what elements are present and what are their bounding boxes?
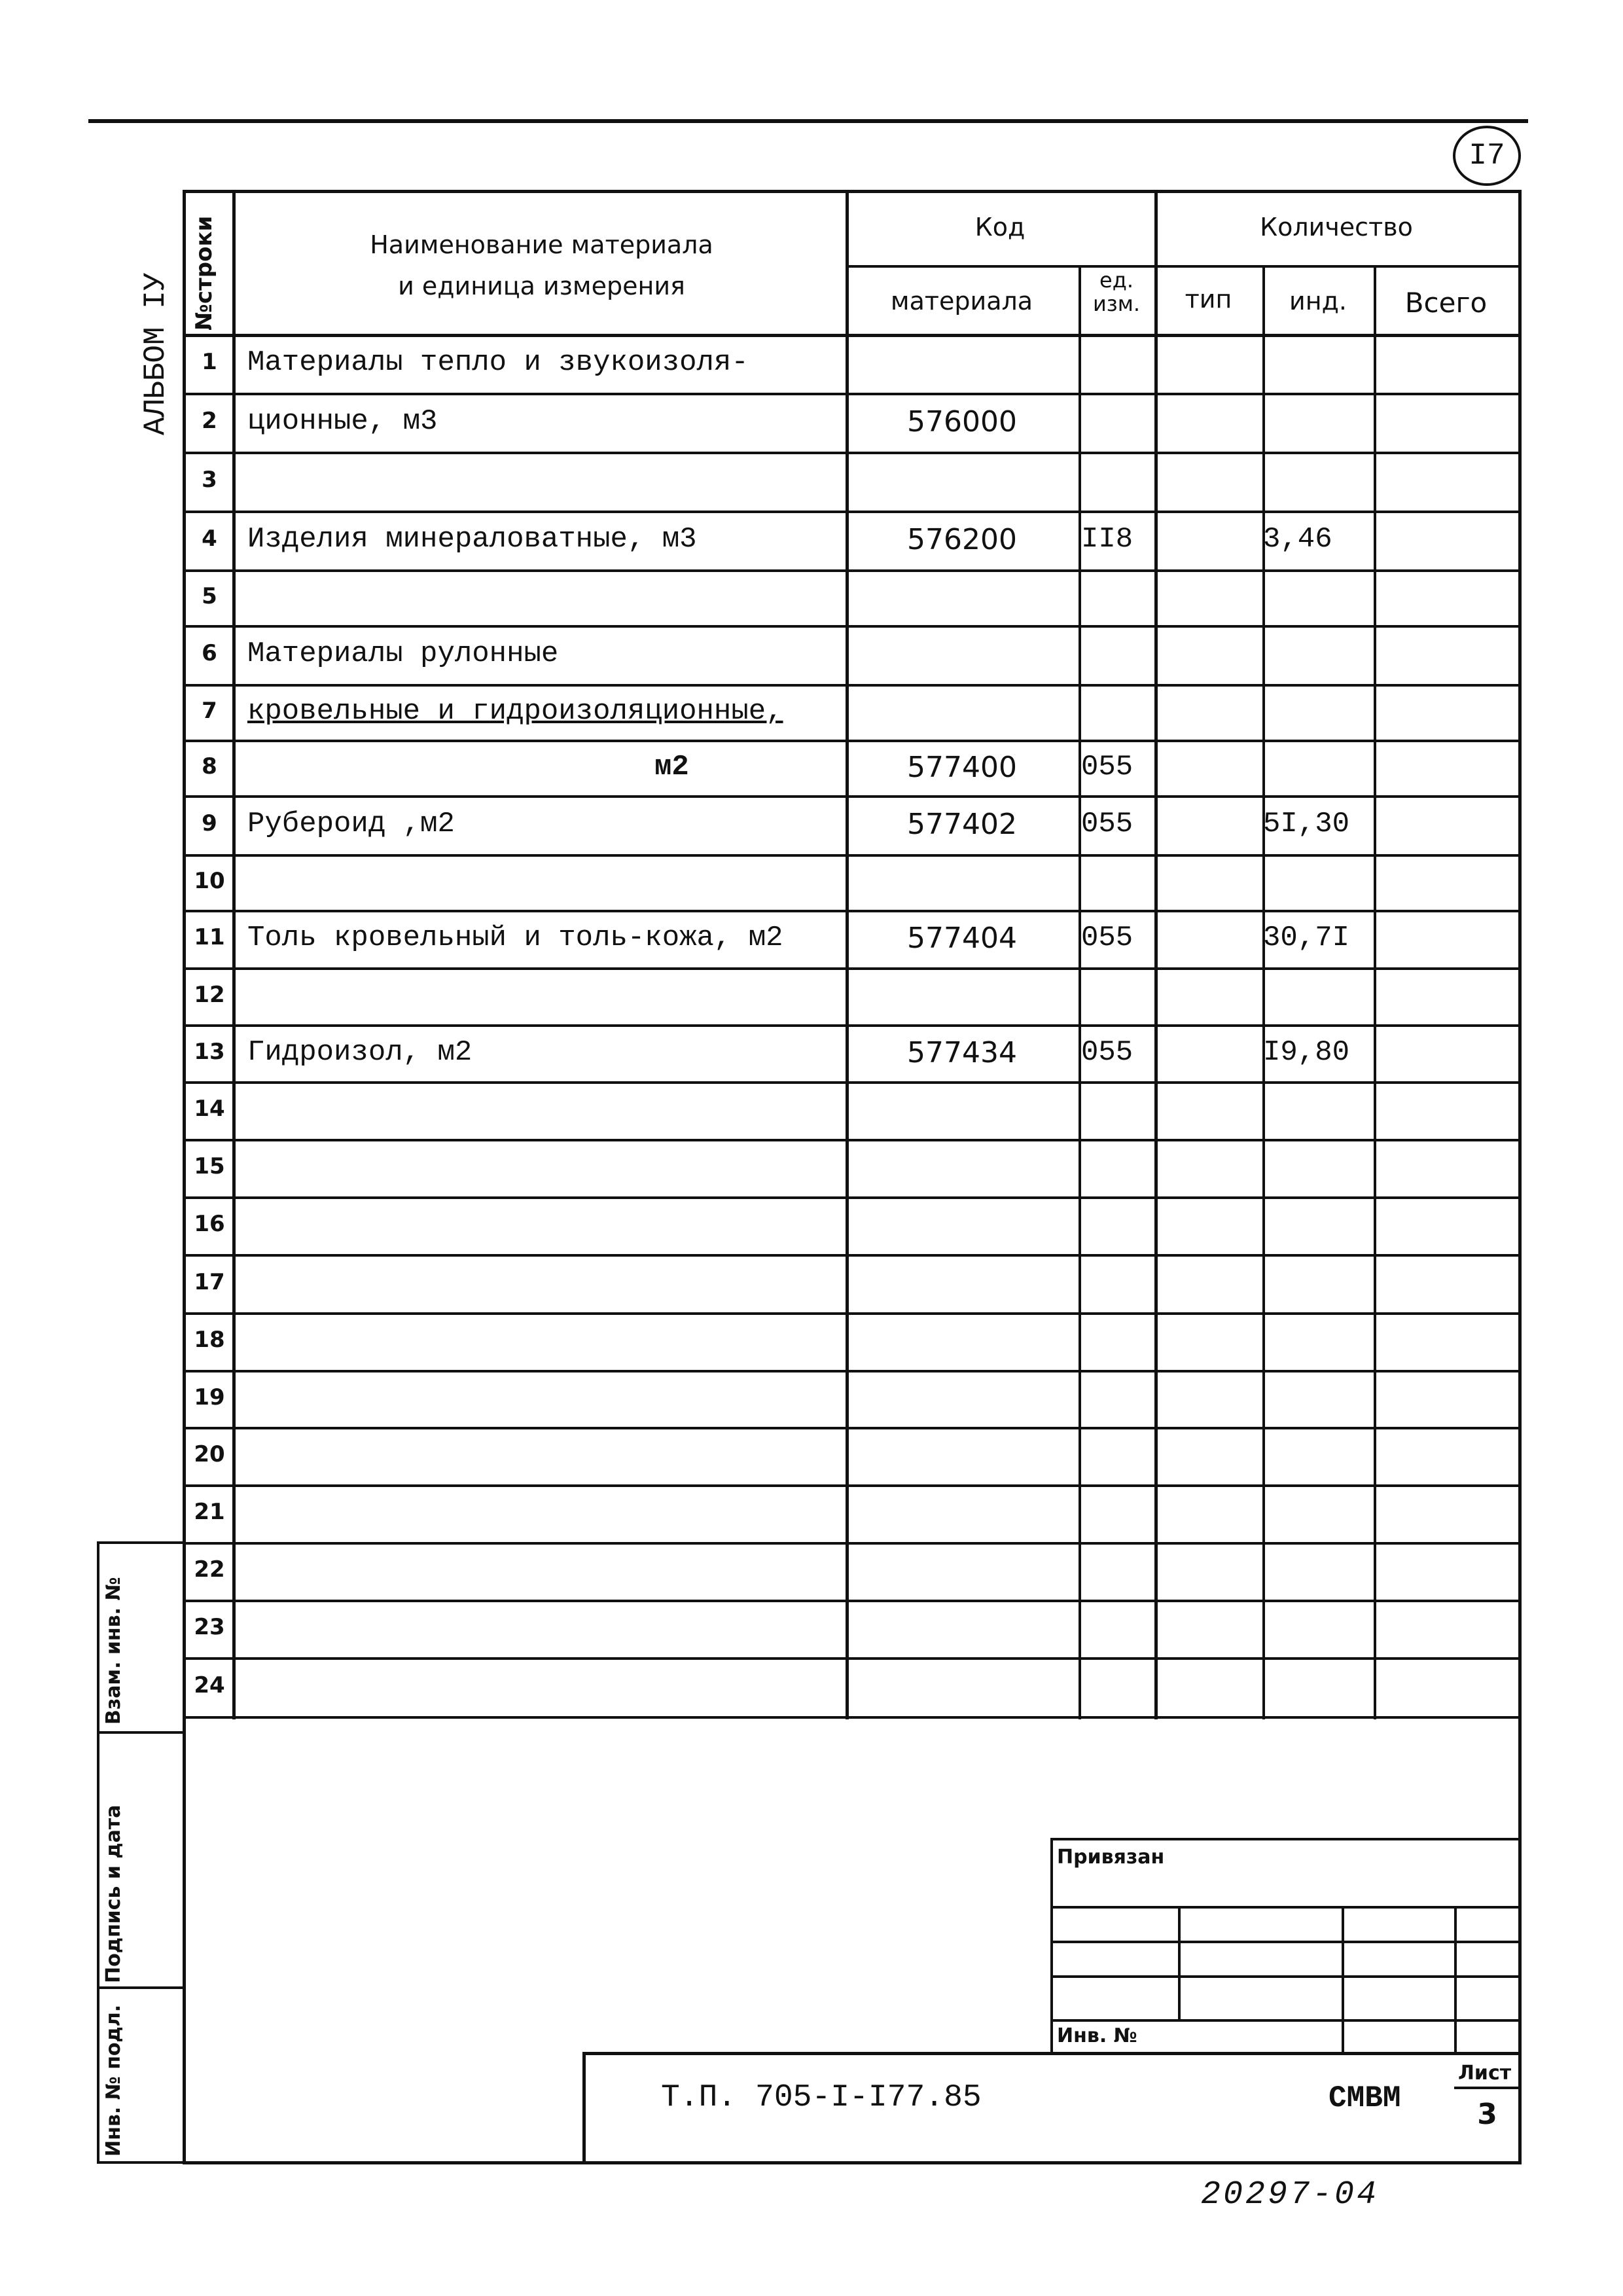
qty-ind: 5I,30 (1263, 808, 1350, 840)
row-number: 11 (194, 924, 225, 950)
table-rule (1518, 190, 1522, 1719)
material-code: 577434 (907, 1035, 1017, 1069)
qty-ind: 3,46 (1263, 523, 1332, 556)
row-number: 1 (202, 349, 217, 375)
table-rule (183, 910, 1522, 912)
material-name: Толь кровельный и толь-кожа, м2 (247, 922, 783, 954)
material-code: 576200 (907, 523, 1017, 556)
qty-ind: 30,7I (1263, 922, 1350, 954)
footer-number: 20297-04 (1201, 2176, 1380, 2214)
table-rule (183, 393, 1522, 395)
doc-code: Т.П. 705-I-I77.85 (661, 2080, 982, 2115)
list-number: 3 (1477, 2098, 1497, 2131)
privyazan-label: Привязан (1057, 1846, 1165, 1869)
table-rule (183, 684, 1522, 687)
section-code: СМВМ (1329, 2081, 1401, 2115)
material-code: 577404 (907, 922, 1017, 955)
row-number: 12 (194, 981, 225, 1008)
unit-code: 055 (1081, 750, 1133, 783)
row-number: 13 (194, 1038, 225, 1065)
table-rule (183, 854, 1522, 857)
row-number: 10 (194, 867, 225, 894)
unit-code: II8 (1081, 523, 1133, 556)
side-stamp-vzam: Взам. инв. № (102, 1577, 125, 1725)
table-rule (183, 625, 1522, 628)
table-rule (183, 740, 1522, 742)
table-rule (1154, 190, 1158, 1719)
row-number: 24 (194, 1672, 225, 1698)
table-rule (183, 1716, 186, 2164)
table-rule (183, 1254, 1522, 1257)
table-rule (183, 1139, 1522, 1141)
inv-no-label: Инв. № (1057, 2024, 1137, 2047)
table-rule (183, 511, 1522, 513)
row-number: 2 (202, 408, 217, 434)
material-name: Материалы тепло и звукоизоля- (247, 346, 749, 379)
table-rule (1262, 265, 1265, 1719)
header-code-group: Код (974, 213, 1026, 242)
table-rule (183, 1600, 1522, 1602)
header-code-material: материала (890, 287, 1033, 315)
row-number: 7 (202, 697, 217, 724)
material-code: 576000 (907, 405, 1017, 439)
row-number: 14 (194, 1096, 225, 1122)
row-number: 21 (194, 1499, 225, 1525)
table-rule (1374, 265, 1376, 1719)
row-number: 4 (202, 526, 217, 552)
list-label: Лист (1458, 2062, 1512, 2085)
row-number: 5 (202, 583, 217, 609)
row-number: 8 (202, 753, 217, 780)
material-name: Рубероид ,м2 (247, 808, 455, 840)
table-rule (183, 1427, 1522, 1429)
table-rule (183, 1716, 1522, 1719)
header-row-number: №строки (191, 215, 217, 331)
row-number: 17 (194, 1268, 225, 1295)
material-name: кровельные и гидроизоляционные, (247, 694, 783, 728)
side-stamp-podpis: Подпись и дата (102, 1804, 125, 1983)
album-label: АЛЬБОМ IУ (139, 272, 173, 435)
table-rule (183, 190, 1522, 193)
table-rule (183, 452, 1522, 454)
header-qty-total: Всего (1404, 287, 1488, 319)
table-rule (183, 1542, 1522, 1545)
row-number: 16 (194, 1211, 225, 1237)
top-rule (88, 119, 1528, 123)
unit-code: 055 (1081, 1035, 1133, 1069)
row-number: 3 (202, 467, 217, 493)
row-number: 20 (194, 1441, 225, 1467)
side-stamp-inv-podl: Инв. № подл. (102, 2004, 125, 2157)
header-qty-type: тип (1185, 285, 1232, 314)
row-number: 23 (194, 1614, 225, 1640)
material-code: 577400 (907, 750, 1017, 784)
table-rule (183, 1024, 1522, 1027)
header-code-unit: ед. изм. (1092, 268, 1141, 316)
table-rule (183, 1657, 1522, 1660)
table-rule (183, 334, 1522, 337)
table-rule (183, 1484, 1522, 1487)
table-rule (183, 967, 1522, 970)
row-number: 9 (202, 810, 217, 836)
table-rule (183, 190, 186, 1719)
table-rule (183, 1312, 1522, 1315)
table-rule (1079, 265, 1081, 1719)
material-name: м2 (654, 750, 689, 783)
table-rule (183, 1370, 1522, 1372)
header-name-line1: Наименование материала (370, 230, 713, 259)
table-rule (183, 1081, 1522, 1084)
table-rule (232, 190, 236, 1719)
table-rule (846, 190, 849, 1719)
row-number: 15 (194, 1153, 225, 1179)
row-number: 18 (194, 1327, 225, 1353)
unit-code: 055 (1081, 922, 1133, 954)
table-rule (183, 1196, 1522, 1199)
row-number: 6 (202, 640, 217, 666)
material-code: 577402 (907, 808, 1017, 841)
header-qty-ind: инд. (1289, 287, 1347, 315)
header-qty-group: Количество (1260, 213, 1413, 242)
table-rule (846, 265, 1522, 268)
row-number: 22 (194, 1556, 225, 1583)
material-name: Гидроизол, м2 (247, 1035, 473, 1069)
row-number: 19 (194, 1384, 225, 1410)
sheet-mark: I7 (1453, 126, 1521, 186)
material-name: Материалы рулонные (247, 637, 559, 670)
unit-code: 055 (1081, 808, 1133, 840)
material-name: ционные, м3 (247, 405, 438, 438)
material-name: Изделия минераловатные, м3 (247, 523, 697, 556)
table-rule (183, 569, 1522, 572)
qty-ind: I9,80 (1263, 1035, 1350, 1069)
header-name-line2: и единица измерения (398, 272, 685, 300)
table-rule (183, 795, 1522, 798)
